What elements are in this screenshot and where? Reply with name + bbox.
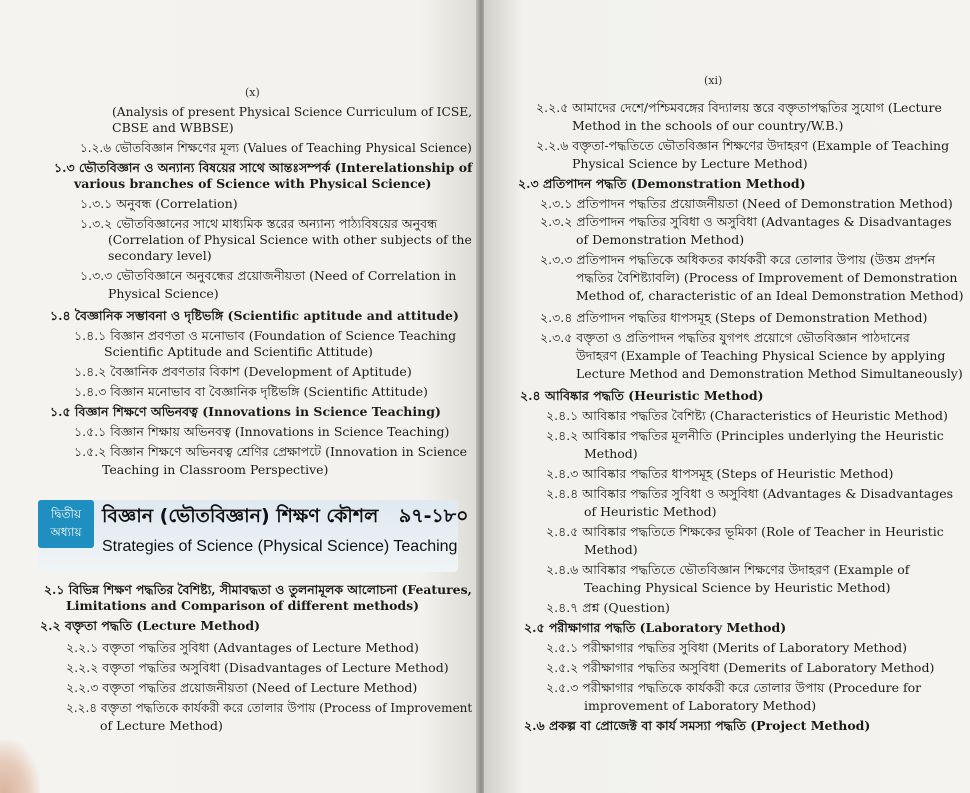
toc-line: Method in the schools of our country/W.B.)	[572, 118, 844, 133]
toc-line: improvement of Laboratory Method)	[584, 698, 817, 713]
toc-section-heading: ২.৬ প্রকল্প বা প্রোজেক্ট বা কার্য সমস্যা পদ্ধতি (Project Method)	[524, 718, 871, 733]
toc-line: ১.৩.২ ভৌতবিজ্ঞানের সাথে মাধ্যমিক স্তরের অন্যান্য পাঠ্যবিষয়ের অনুবন্ধ	[80, 216, 438, 231]
toc-line: of Demonstration Method)	[576, 232, 745, 247]
chapter-subtitle: Strategies of Science (Physical Science) Teaching	[102, 538, 458, 555]
toc-line: ২.৩.২ প্রতিপাদন পদ্ধতির সুবিধা ও অসুবিধা (Advantages & Disadvantages	[540, 214, 952, 229]
toc-line: ২.৪.৬ আবিষ্কার পদ্ধতিতে ভৌতবিজ্ঞান শিক্ষণের উদাহরণ (Example of	[546, 562, 910, 577]
chapter-title-row	[102, 502, 468, 534]
toc-line: ২.২.১ বক্তৃতা পদ্ধতির সুবিধা (Advantages of Lecture Method)	[66, 640, 419, 655]
toc-line: Method)	[584, 542, 638, 557]
toc-line: পদ্ধতির বৈশিষ্ট্যাবলি) (Process of Improvement of Demonstration	[576, 270, 958, 285]
right-page	[484, 0, 970, 793]
toc-line: Teaching Physical Science by Heuristic Method)	[584, 580, 891, 595]
thumb-shadow	[0, 740, 40, 793]
toc-line: ২.৩.৫ বক্তৃতা ও প্রতিপাদন পদ্ধতির যুগপৎ প্রয়োগে ভৌতবিজ্ঞান পাঠদানের	[540, 330, 910, 345]
chapter-page-range: ৯৭-১৮০	[398, 505, 469, 527]
toc-section-heading: ১.৪ বৈজ্ঞানিক সম্ভাবনা ও দৃষ্টিভঙ্গি (Scientific aptitude and attitude)	[50, 308, 459, 323]
toc-line: ২.৩.১ প্রতিপাদন পদ্ধতির প্রয়োজনীয়তা (Need of Demonstration Method)	[540, 196, 953, 211]
toc-line: ২.৩.৪ প্রতিপাদন পদ্ধতির ধাপসমূহ (Steps of Demonstration Method)	[540, 310, 928, 325]
toc-section-heading: ১.৩ ভৌতবিজ্ঞান ও অন্যান্য বিষয়ের সাথে আন্তঃসম্পর্ক (Interelationship of	[54, 160, 473, 175]
toc-line: ১.৪.২ বৈজ্ঞানিক প্রবণতার বিকাশ (Development of Aptitude)	[74, 364, 412, 379]
toc-line: ২.২.৪ বক্তৃতা পদ্ধতিকে কার্যকরী করে তোলার উপায় (Process of Improvement	[66, 700, 473, 715]
toc-line: ২.৪.২ আবিষ্কার পদ্ধতির মূলনীতি (Principles underlying the Heuristic	[546, 428, 944, 443]
toc-line: ১.৫.১ বিজ্ঞান শিক্ষায় অভিনবত্ব (Innovations in Science Teaching)	[74, 424, 450, 439]
toc-section-heading: ২.৫ পরীক্ষাগার পদ্ধতি (Laboratory Method)	[524, 620, 787, 635]
toc-line: ১.৫.২ বিজ্ঞান শিক্ষণে অভিনবত্ব শ্রেণির প্রেক্ষাপটে (Innovation in Science	[74, 444, 468, 459]
toc-line: of Heuristic Method)	[584, 504, 717, 519]
toc-section-heading: ২.১ বিভিন্ন শিক্ষণ পদ্ধতির বৈশিষ্ট্য, সীমাবদ্ধতা ও তুলনামূলক আলোচনা (Features,	[44, 582, 472, 597]
toc-line: ২.৪.৫ আবিষ্কার পদ্ধতিতে শিক্ষকের ভূমিকা (Role of Teacher in Heuristic	[546, 524, 944, 539]
toc-line: ২.৪.৪ আবিষ্কার পদ্ধতির সুবিধা ও অসুবিধা (Advantages & Disadvantages	[546, 486, 954, 501]
toc-line: ২.২.৩ বক্তৃতা পদ্ধতির প্রয়োজনীয়তা (Need of Lecture Method)	[66, 680, 418, 695]
toc-line: Lecture Method and Demonstration Method Simultaneously)	[576, 366, 963, 381]
toc-section-heading: ২.২ বক্তৃতা পদ্ধতি (Lecture Method)	[40, 618, 261, 633]
toc-line: ২.৪.৭ প্রশ্ন (Question)	[546, 600, 670, 615]
toc-line: ২.৫.৩ পরীক্ষাগার পদ্ধতিকে কার্যকরী করে তোলার উপায় (Procedure for	[546, 680, 922, 695]
left-page	[0, 0, 478, 793]
toc-section-heading: ২.৩ প্রতিপাদন পদ্ধতি (Demonstration Method)	[518, 176, 806, 191]
toc-line: Method of, characteristic of an Ideal Demonstration Method)	[576, 288, 964, 303]
toc-line: Method)	[584, 446, 638, 461]
toc-line: ২.৫.১ পরীক্ষাগার পদ্ধতির সুবিধা (Merits of Laboratory Method)	[546, 640, 908, 655]
toc-line: ১.৪.১ বিজ্ঞান প্রবণতা ও মনোভাব (Foundation of Science Teaching	[74, 328, 457, 343]
toc-line: ১.২.৬ ভৌতবিজ্ঞান শিক্ষণের মূল্য (Values of Teaching Physical Science)	[80, 140, 472, 155]
toc-section-heading: ১.৫ বিজ্ঞান শিক্ষণে অভিনবত্ব (Innovations in Science Teaching)	[50, 404, 441, 419]
toc-line: Physical Science by Lecture Method)	[572, 156, 808, 171]
toc-line: ২.৪.৩ আবিষ্কার পদ্ধতির ধাপসমূহ (Steps of Heuristic Method)	[546, 466, 894, 481]
page-number: (xi)	[704, 74, 723, 87]
toc-line: ২.৫.২ পরীক্ষাগার পদ্ধতির অসুবিধা (Demerits of Laboratory Method)	[546, 660, 935, 675]
page-number: (x)	[245, 86, 260, 99]
chapter-tab-ordinal: দ্বিতীয়	[50, 507, 82, 521]
toc-section-heading: Limitations and Comparison of different methods)	[66, 598, 420, 613]
toc-line: Physical Science)	[108, 286, 219, 301]
toc-line: (Correlation of Physical Science with other subjects of the	[108, 232, 472, 247]
toc-line: ১.৩.৩ ভৌতবিজ্ঞানে অনুবন্ধের প্রয়োজনীয়তা (Need of Correlation in	[80, 268, 457, 283]
toc-line: উদাহরণ (Example of Teaching Physical Science by applying	[576, 348, 946, 363]
toc-line: ২.২.৬ বক্তৃতা-পদ্ধতিতে ভৌতবিজ্ঞান শিক্ষণের উদাহরণ (Example of Teaching	[536, 138, 950, 153]
chapter-heading	[38, 500, 469, 572]
toc-line: CBSE and WBBSE)	[112, 120, 234, 135]
toc-line: ২.৩.৩ প্রতিপাদন পদ্ধতিকে অধিকতর কার্যকরী করে তোলার উপায় (উত্তম প্রদর্শন	[540, 252, 936, 267]
chapter-tab	[38, 500, 94, 548]
chapter-title: বিজ্ঞান (ভৌতবিজ্ঞান) শিক্ষণ কৌশল	[102, 505, 379, 527]
toc-section-heading: ২.৪ আবিষ্কার পদ্ধতি (Heuristic Method)	[520, 388, 764, 403]
toc-section-heading: various branches of Science with Physical Science)	[74, 176, 432, 191]
toc-line: ১.৪.৩ বিজ্ঞান মনোভাব বা বৈজ্ঞানিক দৃষ্টিভঙ্গি (Scientific Attitude)	[74, 384, 428, 399]
toc-line: of Lecture Method)	[100, 718, 223, 733]
toc-line: secondary level)	[108, 248, 212, 263]
toc-line: Scientific Aptitude and Scientific Attitude)	[104, 344, 373, 359]
chapter-tab-label: অধ্যায়	[50, 525, 82, 539]
toc-line: Teaching in Classroom Perspective)	[102, 462, 329, 477]
toc-line: ২.৪.১ আবিষ্কার পদ্ধতির বৈশিষ্ট্য (Characteristics of Heuristic Method)	[546, 408, 948, 423]
toc-line: ২.২.৫ আমাদের দেশে/পশ্চিমবঙ্গের বিদ্যালয় স্তরে বক্তৃতাপদ্ধতির সুযোগ (Lecture	[536, 100, 942, 115]
toc-line: (Analysis of present Physical Science Curriculum of ICSE,	[112, 104, 473, 119]
toc-line: ২.২.২ বক্তৃতা পদ্ধতির অসুবিধা (Disadvantages of Lecture Method)	[66, 660, 449, 675]
toc-line: ১.৩.১ অনুবন্ধ (Correlation)	[80, 196, 238, 211]
